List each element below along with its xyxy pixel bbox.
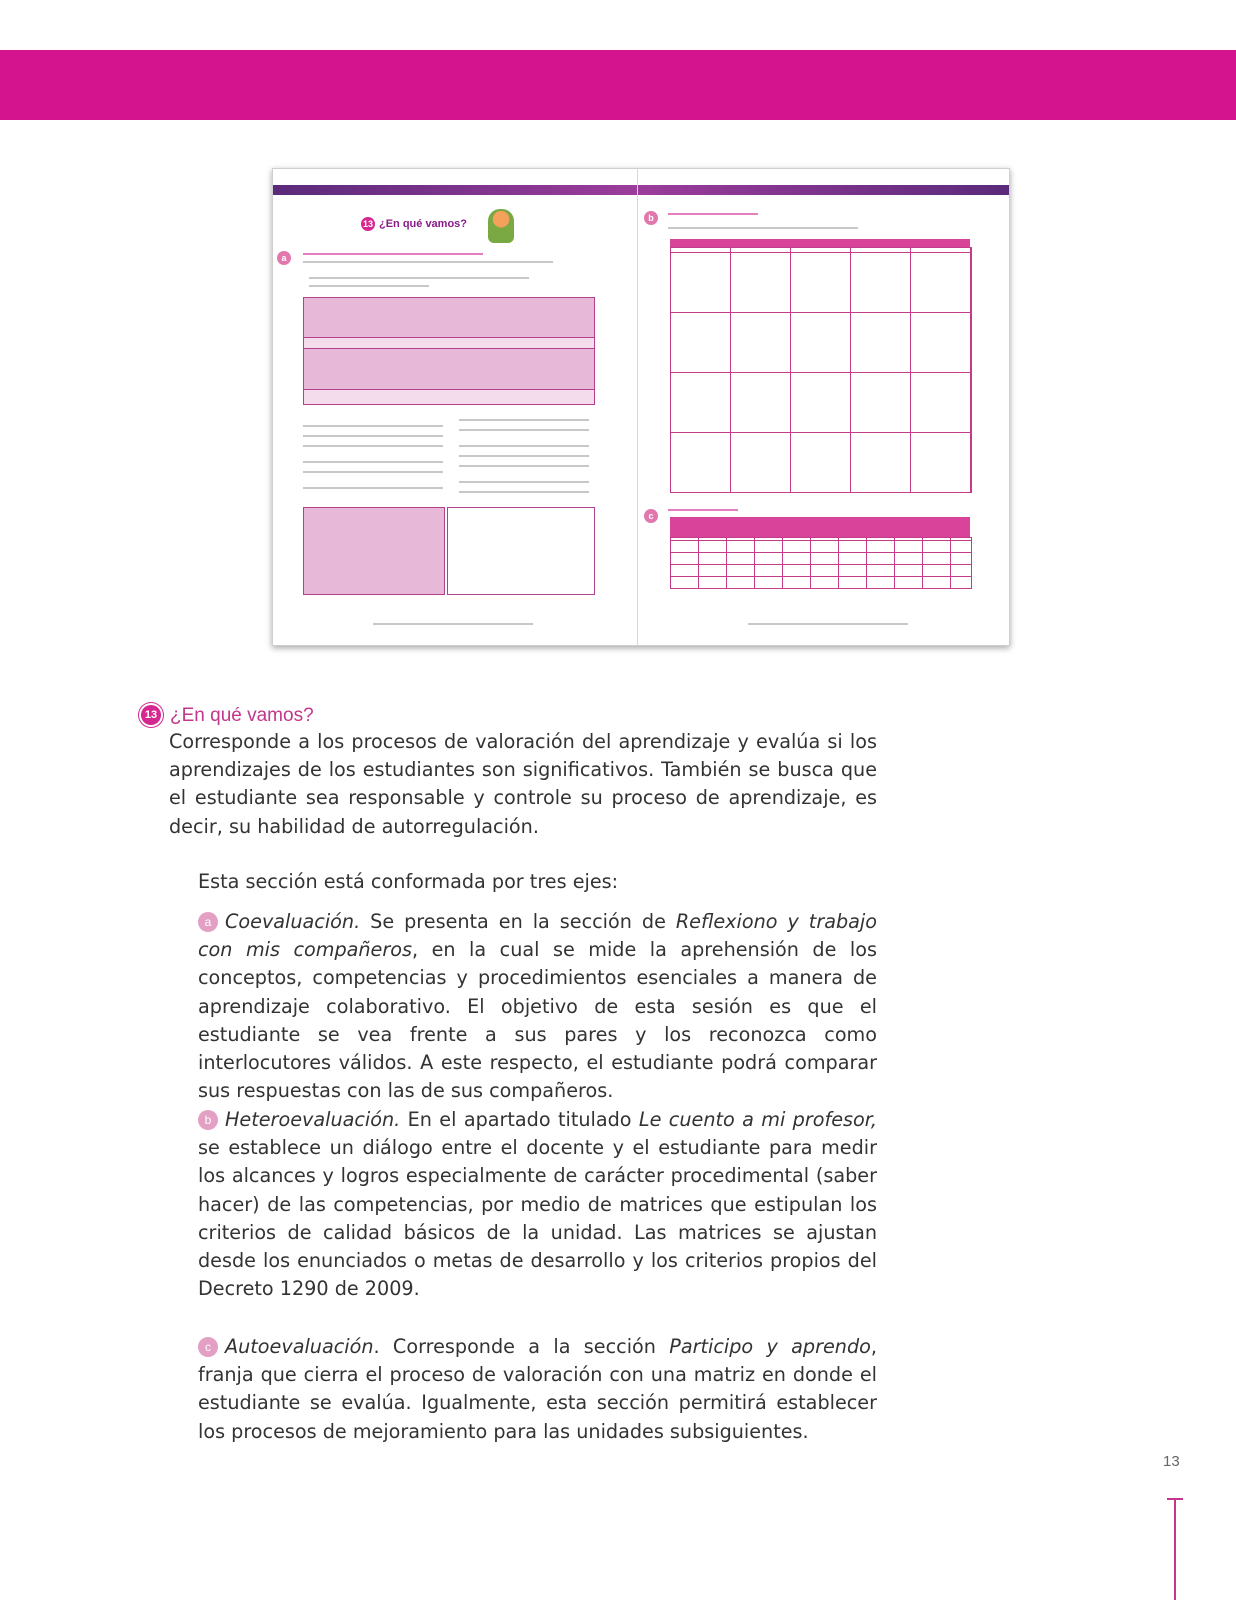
spread-header-bar xyxy=(273,185,637,195)
book-spread-image xyxy=(272,168,1010,646)
intro-paragraph: Corresponde a los procesos de valoración del aprendizaje y evalúa si los aprendizajes de los estudiantes son significativos. También se busca que el estudiante sea responsable y controle su proceso de aprendizaje, es decir, su habilidad de autorregulación. xyxy=(169,730,877,838)
item-autoevaluacion xyxy=(198,1333,877,1446)
axes-intro: Esta sección está conformada por tres ejes: xyxy=(198,870,619,893)
thumb-text-line xyxy=(303,435,443,437)
spread-header-bar xyxy=(638,185,1010,195)
thumb-subheading xyxy=(668,213,758,215)
thumb-outlined-box xyxy=(447,507,595,595)
thumb-badge-a: a xyxy=(277,251,291,265)
item-text: , en la cual se mide la aprehensión de los conceptos, competencias y procedimientos esenciales a manera de aprendizaje colaborativo. El objetivo de esta sesión es que el estudiante se vea frente a sus pares y los reconozca como interlocutores válidos. A este respecto, el estudiante podrá comparar sus respuestas con las de sus compañeros. xyxy=(198,938,877,1103)
thumb-text-line xyxy=(459,465,589,467)
thumb-self-eval-table xyxy=(670,537,972,589)
item-term: Coevaluación. xyxy=(225,910,361,933)
letter-badge-c: c xyxy=(198,1337,218,1357)
item-term: Heteroevaluación. xyxy=(225,1108,401,1131)
thumb-pink-box xyxy=(303,507,445,595)
thumb-table-header xyxy=(670,517,970,537)
item-text: Se presenta en la sección de xyxy=(360,910,676,933)
item-heteroevaluacion xyxy=(198,1106,877,1303)
thumb-text-line xyxy=(459,429,589,431)
section-number-badge: 13 xyxy=(141,705,161,725)
thumb-footer xyxy=(748,623,908,625)
item-reference: Reflexiono y trabajo con mis compañeros xyxy=(198,910,877,962)
letter-badge-a: a xyxy=(198,912,218,932)
item-reference: Le cuento a mi profesor, xyxy=(638,1108,877,1131)
thumb-rubric-table xyxy=(670,247,972,493)
thumb-text-line xyxy=(459,481,589,483)
item-text: . Corresponde a la sección xyxy=(373,1335,670,1358)
thumb-text-line xyxy=(459,419,589,421)
spread-right-page xyxy=(637,169,1010,645)
thumb-text-line xyxy=(303,487,443,489)
thumb-subheading xyxy=(303,253,483,255)
page-number: 13 xyxy=(1163,1453,1180,1470)
thumb-pink-row xyxy=(303,389,595,405)
item-reference: Participo y aprendo xyxy=(669,1335,871,1358)
thumb-text-line xyxy=(303,425,443,427)
thumb-text-line xyxy=(668,227,858,229)
thumb-pink-row xyxy=(303,337,595,349)
letter-badge-b: b xyxy=(198,1110,218,1130)
thumb-text-line xyxy=(459,455,589,457)
thumb-text-line xyxy=(309,277,529,279)
thumb-text-line xyxy=(303,445,443,447)
margin-line xyxy=(1174,1498,1176,1600)
thumb-subheading xyxy=(668,509,738,511)
item-text: , franja que cierra el proceso de valoración con una matriz en donde el estudiante se evalúa. Igualmente, esta sección permitirá establecer los procesos de mejoramiento para las unidades subsiguientes. xyxy=(198,1335,877,1443)
thumb-text-line xyxy=(303,461,443,463)
thumb-number-badge: 13 xyxy=(362,219,373,229)
thumb-text-line xyxy=(303,471,443,473)
item-term: Autoevaluación xyxy=(225,1335,374,1358)
thumb-text-line xyxy=(303,261,553,263)
section-title: ¿En qué vamos? xyxy=(170,705,314,726)
thumb-title: ¿En qué vamos? xyxy=(379,218,468,230)
thumb-pink-box xyxy=(303,297,595,403)
thumb-text-line xyxy=(459,445,589,447)
spread-left-page xyxy=(273,169,637,645)
thumb-text-line xyxy=(309,285,429,287)
thumb-text-line xyxy=(459,491,589,493)
mascot-illustration xyxy=(488,209,514,243)
thumb-table-header xyxy=(670,239,970,247)
thumb-badge-c: c xyxy=(644,509,658,523)
thumb-footer xyxy=(373,623,533,625)
thumb-badge-b: b xyxy=(644,211,658,225)
item-coevaluacion xyxy=(198,908,877,1105)
item-text: se establece un diálogo entre el docente y el estudiante para medir los alcances y logros especialmente de carácter procedimental (saber hacer) de las competencias, por medio de matrices que estipulan los criterios de calidad básicos de la unidad. Las matrices se ajustan desde los enunciados o metas de desarrollo y los criterios propios del Decreto 1290 de 2009. xyxy=(198,1136,877,1301)
top-color-band xyxy=(0,50,1236,120)
item-text: En el apartado titulado xyxy=(400,1108,639,1131)
